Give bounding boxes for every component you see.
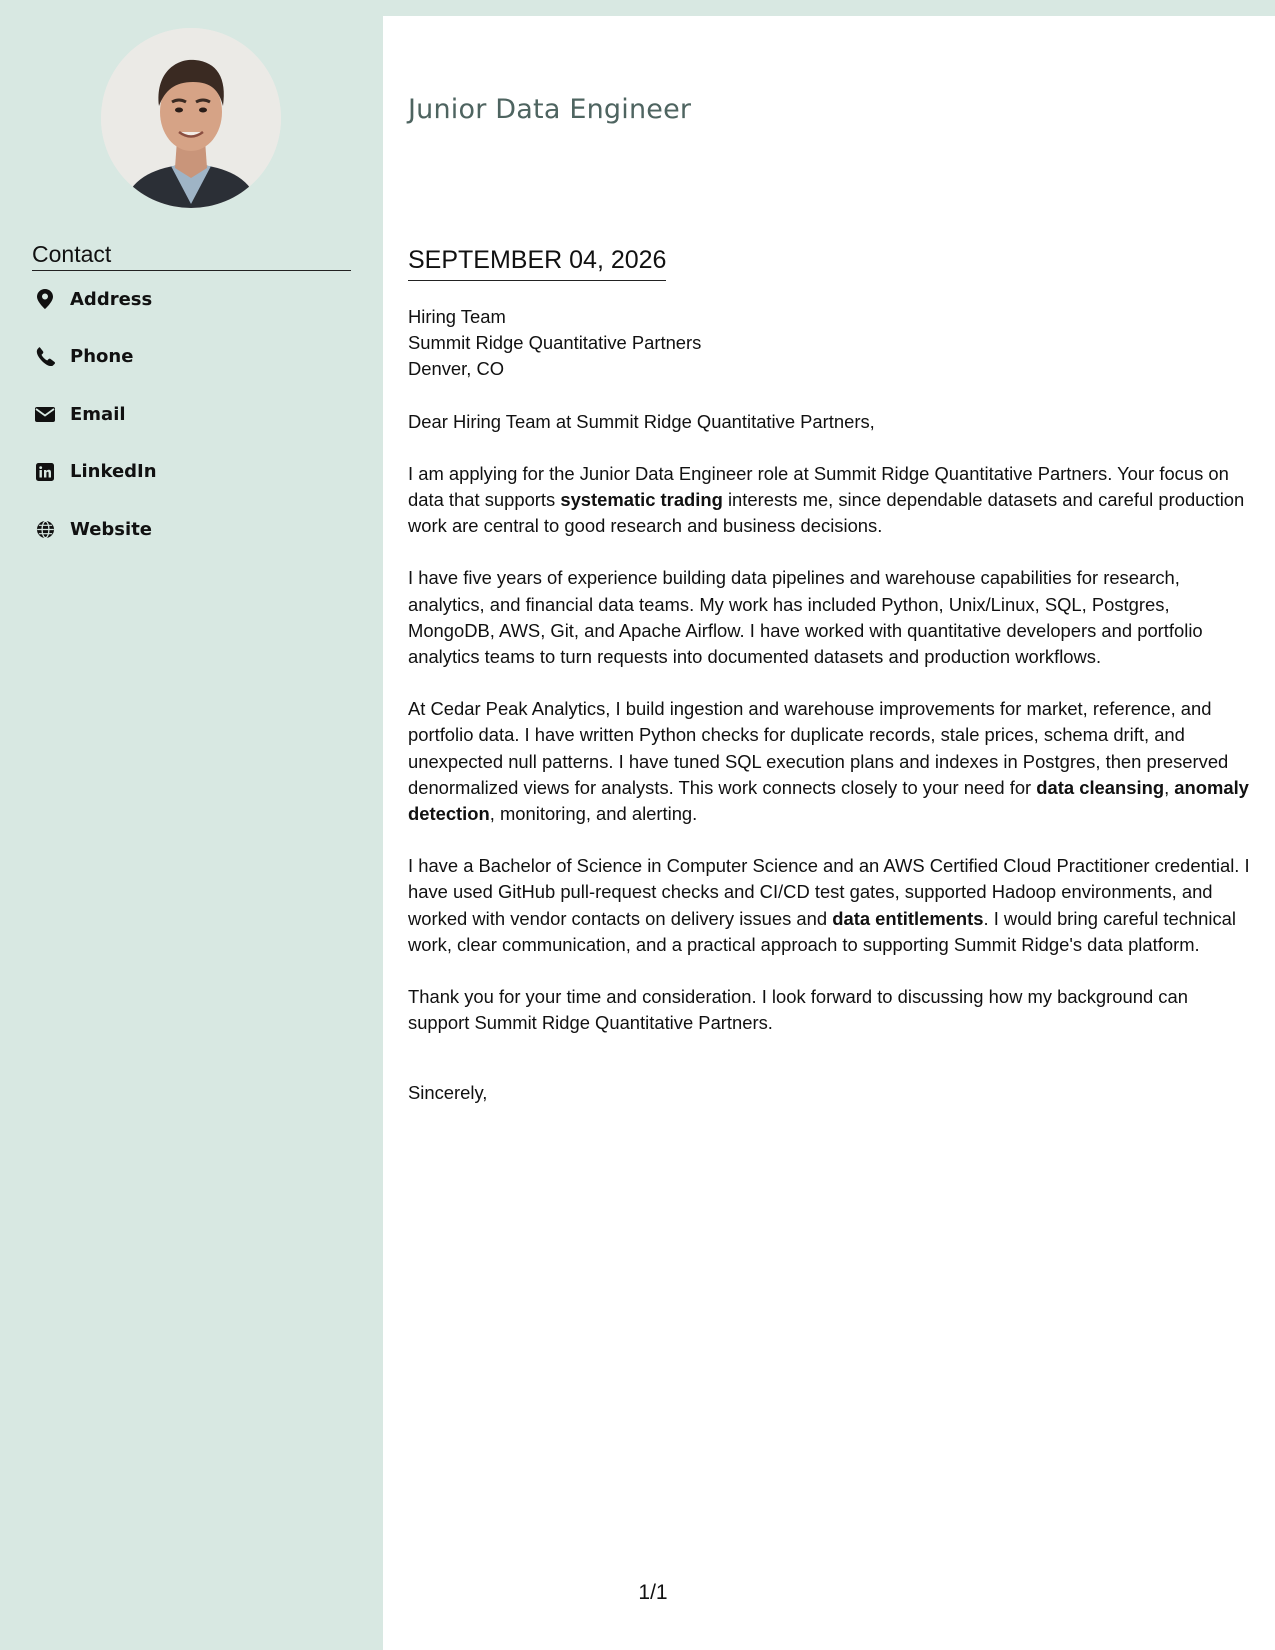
salutation: Dear Hiring Team at Summit Ridge Quantitative Partners, xyxy=(408,410,875,432)
p4-text-a: I have a Bachelor of Science in Computer Science and an AWS Certified Cloud Practitioner credential. I have used GitHub pull-request checks and CI/CD test gates, supported Hadoop environments, and worked with vendor contacts on delivery issues and xyxy=(408,855,1250,929)
linkedin-icon xyxy=(32,459,58,485)
contact-item-website[interactable] xyxy=(32,513,352,545)
letter-date: SEPTEMBER 04, 2026 xyxy=(408,244,666,281)
phone-icon xyxy=(32,344,58,370)
p4-bold-1: data entitlements xyxy=(832,907,984,929)
contact-item-address[interactable] xyxy=(32,283,352,315)
paragraph-2: I have five years of experience building data pipelines and warehouse capabilities for research, analytics, and financial data teams. My work has included Python, Unix/Linux, SQL, Postgres, MongoDB, AWS, Git, and Apache Airflow. I have worked with quantitative developers and portfolio analytics teams to turn requests into documented datasets and production workflows. xyxy=(408,567,1203,668)
map-pin-icon xyxy=(32,286,58,312)
p3-sep: , xyxy=(1164,776,1175,798)
paragraph-3 xyxy=(408,696,1253,827)
contact-item-phone[interactable] xyxy=(32,341,352,373)
contact-item-email[interactable] xyxy=(32,398,352,430)
paragraph-4 xyxy=(408,853,1253,958)
sidebar xyxy=(0,0,383,1650)
contact-label-address: Address xyxy=(70,288,153,310)
envelope-icon xyxy=(32,401,58,427)
contact-item-linkedin[interactable] xyxy=(32,456,352,488)
recipient-name: Hiring Team xyxy=(408,306,506,327)
p3-bold-1: data cleansing xyxy=(1036,776,1165,798)
p3-text-a: At Cedar Peak Analytics, I build ingestion and warehouse improvements for market, reference, and portfolio data. I have written Python checks for duplicate records, stale prices, schema drift, and unexpected null patterns. I have tuned SQL execution plans and indexes in Postgres, then preserved denormalized views for analysts. This work connects closely to your need for xyxy=(408,698,1229,798)
p3-bold-2: anomaly detection xyxy=(408,776,1249,825)
job-title: Junior Data Engineer xyxy=(408,94,692,125)
p1-text-a: I am applying for the Junior Data Engineer role at Summit Ridge Quantitative Partners. Your focus on data that supports xyxy=(408,462,1229,511)
recipient-address xyxy=(408,304,1253,383)
recipient-location: Denver, CO xyxy=(408,358,505,380)
p1-text-c: interests me, since dependable datasets and careful production work are central to good research and business decisions. xyxy=(408,489,1245,537)
contact-label-linkedin: LinkedIn xyxy=(70,461,157,482)
contact-label-website: Website xyxy=(70,518,153,540)
paragraph-5: Thank you for your time and consideration. I look forward to discussing how my background can support Summit Ridge Quantitative Partners. xyxy=(408,986,1188,1034)
globe-icon xyxy=(32,516,58,542)
letter-body xyxy=(408,304,1253,1133)
page-number: 1/1 xyxy=(638,1581,668,1604)
letter-page xyxy=(383,16,1275,1650)
contact-label-phone: Phone xyxy=(70,346,134,367)
contact-heading: Contact xyxy=(32,240,351,271)
paragraph-1 xyxy=(408,461,1253,540)
profile-photo xyxy=(101,28,281,208)
avatar xyxy=(101,28,281,208)
recipient-company: Summit Ridge Quantitative Partners xyxy=(408,332,702,354)
p1-bold-1: systematic trading xyxy=(560,489,723,511)
contact-label-email: Email xyxy=(70,403,126,425)
p3-text-c: , monitoring, and alerting. xyxy=(489,803,698,825)
p4-text-c: . I would bring careful technical work, clear communication, and a practical approach to supporting Summit Ridge's data platform. xyxy=(408,907,1236,955)
closing: Sincerely, xyxy=(408,1082,488,1104)
contact-list xyxy=(32,283,352,571)
